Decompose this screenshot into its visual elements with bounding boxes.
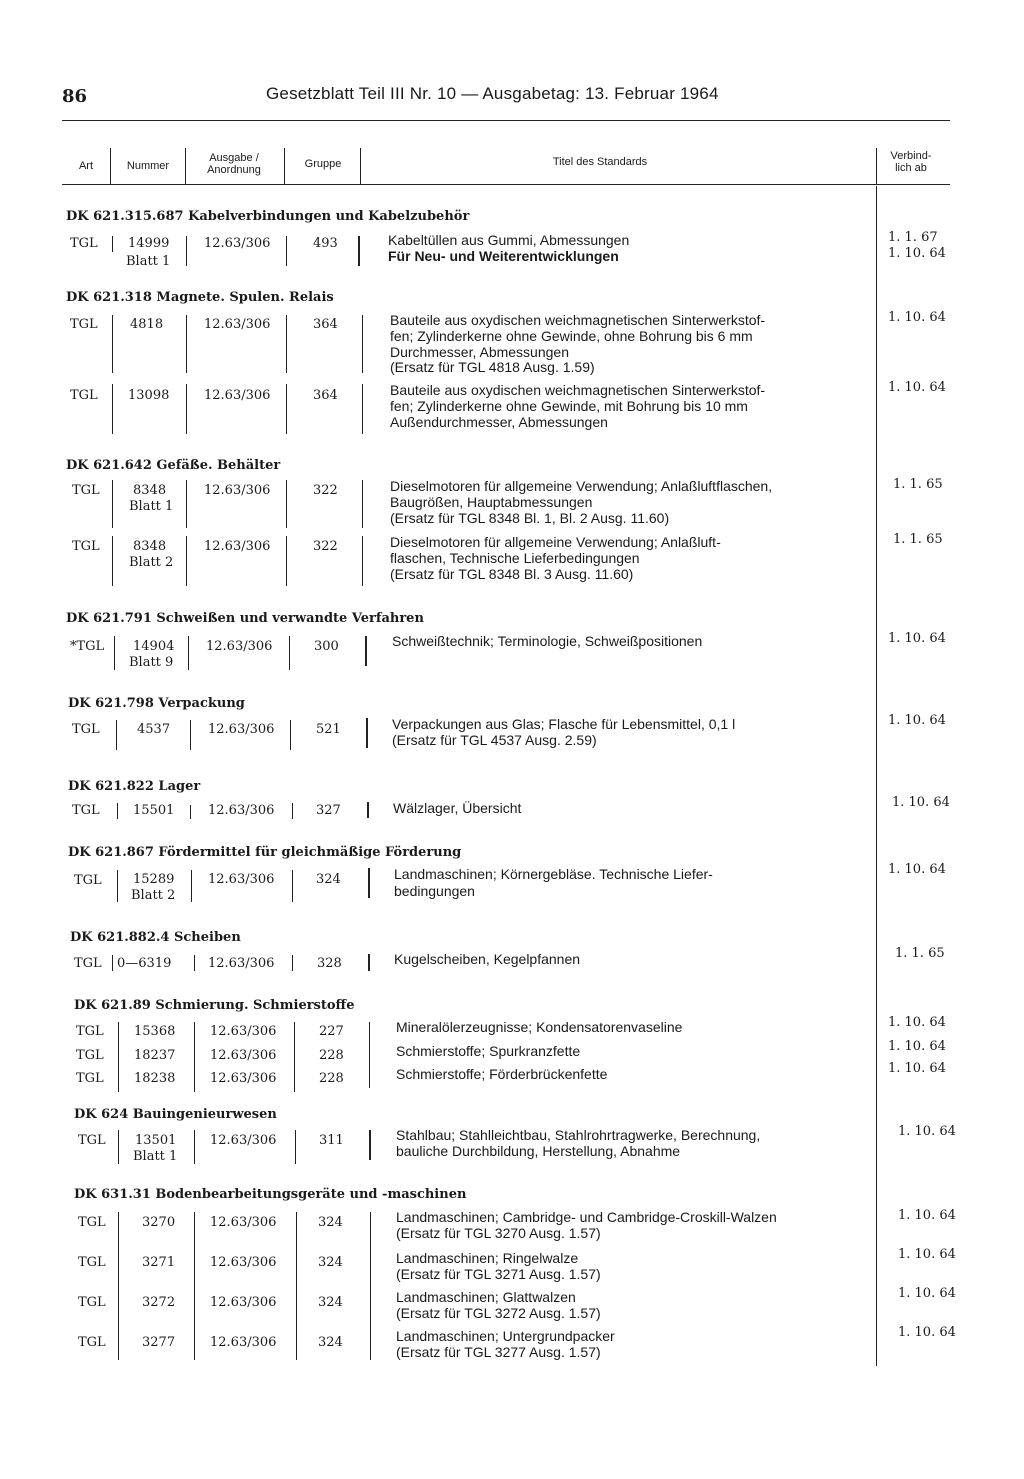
verbindlich-cell: 1. 10. 64 (898, 1325, 956, 1340)
ausgabe-cell: 12.63/306 (210, 1048, 277, 1063)
gruppe-cell: 322 (313, 539, 338, 554)
row-divider (188, 636, 189, 670)
gruppe-cell: 324 (316, 872, 341, 887)
titel-cell-line: Landmaschinen; Ringelwalze (396, 1250, 579, 1266)
row-divider (116, 720, 117, 750)
section-heading: DK 621.798 Verpackung (68, 696, 245, 711)
row-divider (112, 315, 113, 373)
column-header-verbindlich-line: Verbind- (890, 150, 932, 162)
row-divider (369, 1130, 371, 1160)
verbindlich-cell: 1. 10. 64 (888, 631, 946, 646)
section-heading: DK 621.791 Schweißen und verwandte Verfahren (66, 611, 424, 626)
ausgabe-cell: 12.63/306 (204, 317, 271, 332)
ausgabe-cell: 12.63/306 (204, 236, 271, 251)
titel-cell-line: Wälzlager, Übersicht (393, 800, 522, 816)
row-divider (118, 1130, 119, 1164)
titel-cell-line: (Ersatz für TGL 3277 Ausg. 1.57) (396, 1344, 601, 1360)
verbindlich-cell: 1. 10. 64 (888, 862, 946, 877)
nummer-cell: 3271 (142, 1255, 176, 1270)
row-divider (289, 636, 290, 670)
ausgabe-cell: 12.63/306 (210, 1024, 277, 1039)
row-divider (117, 803, 118, 819)
verbindlich-cell: 1. 10. 64 (898, 1247, 956, 1262)
titel-cell-line: (Ersatz für TGL 3272 Ausg. 1.57) (396, 1305, 601, 1321)
gruppe-cell: 227 (319, 1024, 344, 1039)
row-divider (186, 480, 187, 528)
row-divider (117, 870, 118, 902)
section-heading: DK 621.642 Gefäße. Behälter (66, 458, 281, 473)
art-cell: TGL (70, 317, 98, 332)
art-cell: TGL (78, 1215, 106, 1230)
nummer-cell: 13501 (135, 1133, 177, 1148)
titel-cell-line: bedingungen (394, 883, 475, 899)
row-divider (194, 1022, 195, 1092)
row-divider (290, 720, 291, 750)
ausgabe-cell: 12.63/306 (206, 639, 273, 654)
verbindlich-cell: 1. 1. 65 (895, 946, 945, 961)
gruppe-cell: 324 (318, 1255, 343, 1270)
row-divider (292, 803, 293, 819)
gruppe-cell: 521 (316, 722, 341, 737)
gruppe-cell: 364 (313, 317, 338, 332)
gruppe-cell: 328 (317, 956, 342, 971)
row-divider (362, 480, 363, 528)
row-divider (112, 236, 113, 252)
ausgabe-cell: 12.63/306 (210, 1255, 277, 1270)
verbindlich-cell: 1. 10. 64 (888, 380, 946, 395)
titel-cell-line: Kabeltüllen aus Gummi, Abmessungen (388, 232, 630, 248)
row-divider (190, 805, 191, 819)
ausgabe-cell: 12.63/306 (210, 1295, 277, 1310)
titel-cell-line: (Ersatz für TGL 4537 Ausg. 2.59) (392, 732, 597, 748)
row-divider (295, 1130, 296, 1164)
titel-cell-line: Schmierstoffe; Spurkranzfette (396, 1043, 581, 1059)
section-heading: DK 621.315.687 Kabelverbindungen und Kabelzubehör (66, 209, 470, 224)
section-heading: DK 624 Bauingenieurwesen (74, 1107, 277, 1122)
nummer-cell: 4537 (137, 722, 171, 737)
art-cell: TGL (72, 803, 100, 818)
column-header-gruppe: Gruppe (304, 158, 342, 170)
art-cell: TGL (74, 956, 102, 971)
ausgabe-cell: 12.63/306 (204, 539, 271, 554)
titel-cell-line: Schmierstoffe; Förderbrückenfette (396, 1066, 608, 1082)
section-heading: DK 621.822 Lager (68, 779, 201, 794)
nummer-cell: 8348 (133, 483, 167, 498)
row-divider (362, 315, 363, 373)
row-divider (292, 870, 293, 902)
verbindlich-cell: 1. 10. 64 (898, 1286, 956, 1301)
row-divider (369, 1022, 370, 1088)
gruppe-cell: 324 (318, 1215, 343, 1230)
nummer-cell: 3270 (142, 1215, 176, 1230)
column-divider (185, 148, 186, 184)
art-cell: TGL (70, 388, 98, 403)
row-divider (286, 236, 287, 266)
ausgabe-cell: 12.63/306 (210, 1335, 277, 1350)
row-divider (366, 718, 368, 748)
row-divider (186, 384, 187, 434)
nummer-cell-sheet: Blatt 2 (129, 555, 174, 570)
row-divider (112, 480, 113, 528)
row-divider (286, 536, 287, 586)
gruppe-cell: 364 (313, 388, 338, 403)
nummer-cell-sheet: Blatt 1 (126, 254, 171, 269)
titel-cell-line: Landmaschinen; Cambridge- und Cambridge-Croskill-Walzen (396, 1209, 777, 1225)
verbindlich-cell: 1. 1. 65 (893, 532, 943, 547)
row-divider (286, 480, 287, 528)
titel-cell-line: (Ersatz für TGL 3270 Ausg. 1.57) (396, 1225, 601, 1241)
ausgabe-cell: 12.63/306 (210, 1215, 277, 1230)
titel-cell-line: Bauteile aus oxydischen weichmagnetischen Sinterwerkstof- (390, 382, 766, 398)
nummer-cell: 15289 (133, 872, 175, 887)
ausgabe-cell: 12.63/306 (208, 722, 275, 737)
ausgabe-cell: 12.63/306 (208, 872, 275, 887)
column-header-ausgabe-line: Anordnung (207, 164, 261, 176)
titel-cell-line: Schweißtechnik; Terminologie, Schweißpositionen (392, 633, 703, 649)
nummer-cell: 0—6319 (117, 956, 172, 971)
verbindlich-cell: 1. 1. 65 (893, 477, 943, 492)
row-divider (194, 1130, 195, 1164)
row-divider (194, 1212, 195, 1360)
titel-cell-line: (Ersatz für TGL 8348 Bl. 3 Ausg. 11.60) (390, 566, 634, 582)
row-divider (186, 236, 187, 266)
row-divider (112, 536, 113, 586)
nummer-cell: 4818 (130, 317, 164, 332)
art-cell: TGL (72, 483, 100, 498)
verbindlich-cell: 1. 10. 64 (898, 1208, 956, 1223)
column-header-ausgabe-line: Ausgabe / (209, 152, 259, 164)
row-divider (186, 536, 187, 586)
gruppe-cell: 324 (318, 1295, 343, 1310)
art-cell: TGL (78, 1133, 106, 1148)
gruppe-cell: 300 (314, 639, 339, 654)
row-divider (286, 384, 287, 434)
art-cell: TGL (70, 236, 98, 251)
row-divider (286, 315, 287, 373)
verbindlich-cell: 1. 10. 64 (888, 310, 946, 325)
row-divider (194, 955, 195, 971)
titel-cell-line: fen; Zylinderkerne ohne Gewinde, mit Bohrung bis 10 mm (390, 398, 748, 414)
column-header-verbindlich (880, 150, 942, 174)
column-header-nummer: Nummer (126, 160, 170, 172)
row-divider (191, 870, 192, 902)
titel-cell-line: flaschen, Technische Lieferbedingungen (390, 550, 640, 566)
gruppe-cell: 322 (313, 483, 338, 498)
row-divider (114, 636, 115, 670)
row-divider (362, 384, 363, 434)
page-header-title: Gesetzblatt Teil III Nr. 10 — Ausgabetag: 13. Februar 1964 (266, 84, 719, 103)
nummer-cell: 14999 (128, 236, 170, 251)
art-cell: TGL (74, 873, 102, 888)
nummer-cell: 18238 (134, 1071, 176, 1086)
titel-cell-line: Landmaschinen; Glattwalzen (396, 1289, 576, 1305)
verbindlich-cell: 1. 10. 64 (888, 1015, 946, 1030)
art-cell: TGL (78, 1255, 106, 1270)
titel-cell-line: Stahlbau; Stahlleichtbau, Stahlrohrtragwerke, Berechnung, (396, 1127, 761, 1143)
section-heading: DK 621.89 Schmierung. Schmierstoffe (74, 998, 355, 1013)
titel-cell-line: Dieselmotoren für allgemeine Verwendung; Anlaßluftflaschen, (390, 478, 773, 494)
verbindlich-cell: 1. 10. 64 (888, 246, 946, 261)
column-divider (110, 148, 111, 184)
titel-cell-line: (Ersatz für TGL 4818 Ausg. 1.59) (390, 359, 595, 375)
row-divider (368, 954, 370, 971)
nummer-cell: 15501 (133, 803, 175, 818)
section-heading: DK 621.318 Magnete. Spulen. Relais (66, 290, 334, 305)
titel-cell-line: (Ersatz für TGL 3271 Ausg. 1.57) (396, 1266, 601, 1282)
titel-cell-line: Landmaschinen; Untergrundpacker (396, 1328, 615, 1344)
ausgabe-cell: 12.63/306 (204, 483, 271, 498)
titel-cell-line: fen; Zylinderkerne ohne Gewinde, ohne Bohrung bis 6 mm (390, 328, 753, 344)
row-divider (118, 1022, 119, 1092)
ausgabe-cell: 12.63/306 (208, 803, 275, 818)
column-divider (360, 148, 361, 184)
column-header-titel: Titel des Standards (552, 156, 648, 168)
nummer-cell-sheet: Blatt 1 (133, 1149, 178, 1164)
nummer-cell: 18237 (134, 1048, 176, 1063)
titel-cell-line: Durchmesser, Abmessungen (390, 344, 569, 360)
row-divider (365, 636, 367, 666)
titel-cell-line: Mineralölerzeugnisse; Kondensatorenvaseline (396, 1019, 683, 1035)
column-header-ausgabe (190, 152, 278, 176)
art-cell: TGL (76, 1048, 104, 1063)
art-cell: TGL (76, 1024, 104, 1039)
nummer-cell: 8348 (133, 539, 167, 554)
nummer-cell: 13098 (128, 388, 170, 403)
art-cell: TGL (78, 1335, 106, 1350)
gruppe-cell: 324 (318, 1335, 343, 1350)
column-divider (876, 148, 877, 184)
row-divider (112, 955, 113, 971)
row-divider (190, 720, 191, 750)
nummer-cell: 3272 (142, 1295, 176, 1310)
titel-cell-line: Landmaschinen; Körnergebläse. Technische Liefer- (394, 866, 713, 882)
ausgabe-cell: 12.63/306 (208, 956, 275, 971)
row-divider (358, 236, 360, 266)
row-divider (112, 384, 113, 434)
verbindlich-cell: 1. 10. 64 (888, 713, 946, 728)
section-heading: DK 621.882.4 Scheiben (70, 930, 241, 945)
art-cell: TGL (76, 1071, 104, 1086)
gruppe-cell: 228 (319, 1048, 344, 1063)
ausgabe-cell: 12.63/306 (210, 1071, 277, 1086)
gruppe-cell: 228 (319, 1071, 344, 1086)
titel-cell-line: Verpackungen aus Glas; Flasche für Lebensmittel, 0,1 l (392, 716, 736, 732)
verbindlich-column-rule (876, 186, 877, 1366)
row-divider (370, 1212, 371, 1360)
gruppe-cell: 493 (313, 236, 338, 251)
column-divider (284, 148, 285, 184)
verbindlich-cell: 1. 10. 64 (888, 1061, 946, 1076)
section-heading: DK 631.31 Bodenbearbeitungsgeräte und -maschinen (74, 1187, 467, 1202)
nummer-cell: 14904 (133, 639, 175, 654)
row-divider (294, 1022, 295, 1092)
section-heading: DK 621.867 Fördermittel für gleichmäßige Förderung (68, 845, 462, 860)
ausgabe-cell: 12.63/306 (204, 388, 271, 403)
page-number: 86 (62, 86, 88, 107)
gruppe-cell: 311 (319, 1133, 344, 1148)
titel-cell-line: Baugrößen, Hauptabmessungen (390, 494, 593, 510)
titel-cell-line: (Ersatz für TGL 8348 Bl. 1, Bl. 2 Ausg. 11.60) (390, 510, 670, 526)
titel-cell-line: bauliche Durchbildung, Herstellung, Abnahme (396, 1143, 681, 1159)
column-headers (0, 146, 1024, 186)
row-divider (362, 536, 363, 586)
column-header-verbindlich-line: lich ab (895, 162, 927, 174)
verbindlich-cell: 1. 1. 67 (888, 230, 938, 245)
row-divider (296, 1212, 297, 1360)
row-divider (367, 802, 369, 818)
art-cell: TGL (72, 539, 100, 554)
nummer-cell: 3277 (142, 1335, 176, 1350)
row-divider (186, 315, 187, 373)
titel-cell-line: Für Neu- und Weiterentwicklungen (388, 248, 619, 264)
nummer-cell-sheet: Blatt 1 (129, 499, 174, 514)
row-divider (368, 868, 370, 898)
nummer-cell-sheet: Blatt 9 (129, 655, 174, 670)
titel-cell-line: Außendurchmesser, Abmessungen (390, 414, 608, 430)
nummer-cell-sheet: Blatt 2 (131, 888, 176, 903)
art-cell: TGL (72, 722, 100, 737)
verbindlich-cell: 1. 10. 64 (888, 1039, 946, 1054)
titel-cell-line: Kugelscheiben, Kegelpfannen (394, 951, 581, 967)
header-rule (62, 120, 950, 121)
art-cell: TGL (78, 1295, 106, 1310)
art-cell: *TGL (70, 639, 105, 654)
row-divider (292, 955, 293, 971)
verbindlich-cell: 1. 10. 64 (892, 795, 950, 810)
gruppe-cell: 327 (316, 803, 341, 818)
titel-cell-line: Dieselmotoren für allgemeine Verwendung; Anlaßluft- (390, 534, 721, 550)
ausgabe-cell: 12.63/306 (210, 1133, 277, 1148)
row-divider (118, 1212, 119, 1360)
nummer-cell: 15368 (134, 1024, 176, 1039)
verbindlich-cell: 1. 10. 64 (898, 1124, 956, 1139)
column-header-art: Art (78, 160, 94, 172)
titel-cell-line: Bauteile aus oxydischen weichmagnetischen Sinterwerkstof- (390, 312, 766, 328)
